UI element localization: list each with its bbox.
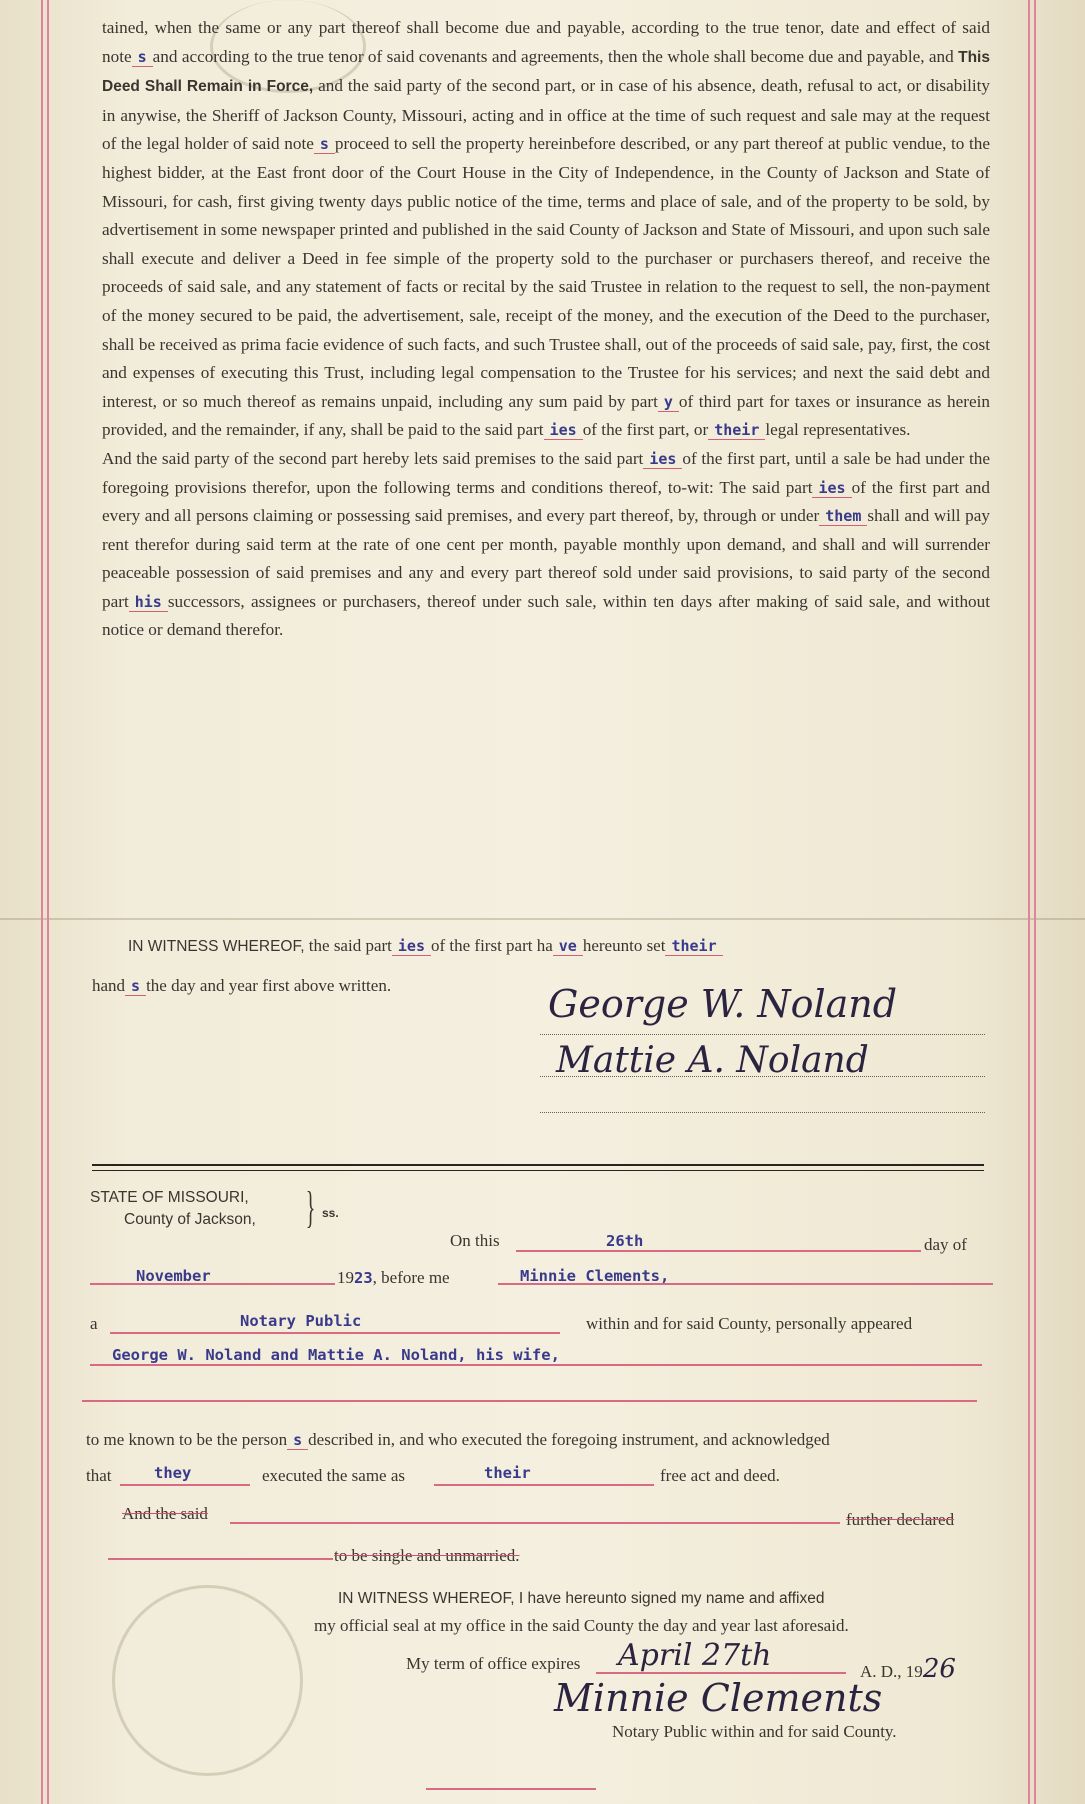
fill-parties: ies xyxy=(544,421,583,440)
fold-crease xyxy=(0,918,1085,920)
fill-party: y xyxy=(658,393,679,412)
ack-day: 26th xyxy=(606,1232,644,1250)
witness-clause: IN WITNESS WHEREOF, the said part ies of the first part ha ve hereunto set their xyxy=(128,936,723,956)
free-act-label: free act and deed. xyxy=(660,1466,780,1485)
ad-year: 26 xyxy=(922,1654,956,1684)
title-line xyxy=(110,1332,560,1334)
section-divider xyxy=(92,1164,984,1166)
left-margin-line xyxy=(41,0,43,1804)
within-label: within and for said County, personally appeared xyxy=(586,1314,913,1333)
further-declared-label: further declared xyxy=(846,1510,955,1529)
county-label: County of Jackson, xyxy=(124,1211,256,1228)
day-line xyxy=(516,1250,921,1252)
on-this-label: On this xyxy=(450,1231,500,1250)
deed-paragraph-1: tained, when the same or any part thereof shall become due and payable, according to the true tenor, date and effect of said note s and according to the true tenor of said covenants and agreements, then the whole shall become due and payable, and This Deed Shall Remain in Force, and the said party of the second part, or in case of his absence, death, refusal to act, or disability in anywise, the Sheriff of Jackson County, Missouri, acting and in office at the time of such request and sale may at the request of the legal holder of said note s proceed to sell the property hereinbefore described, or any part thereof at public vendue, to the highest bidder, at the East front door of the Court House in the City of Independence, in the County of Jackson and State of Missouri, for cash, first giving twenty days public notice of the time, terms and place of sale, and of the property to be sold, by advertisement in some newspaper printed and published in the said County of Jackson and State of Missouri, and upon such sale shall execute and deliver a Deed in fee simple of the property sold to the purchaser or purchasers thereof, and receive the proceeds of said sale, and any statement of facts or recital by the said Trustee in relation to the request to sell, the non-payment of the money secured to be paid, the advertisement, sale, receipt of the money, and the execution of the Deed to the purchaser, shall be received as prima facie evidence of such facts, and such Trustee shall, out of the proceeds of said sale, pay, first, the cost and expenses of executing this Trust, including legal compensation to the Trustee for his services; and next the said debt and interest, or so much thereof as remains unpaid, including any sum paid by part y of third part for taxes or insurance as herein provided, and the remainder, if any, shall be paid to the said part ies of the first part, or their legal representatives. xyxy=(102,18,990,440)
ack-notary-title: Notary Public xyxy=(240,1312,362,1330)
signature-mattie-noland: Mattie A. Noland xyxy=(556,1040,869,1081)
executed-label: executed the same as xyxy=(262,1466,406,1485)
bottom-rule xyxy=(426,1788,596,1790)
ack-month: November xyxy=(136,1267,211,1285)
persons-line xyxy=(90,1364,982,1366)
notary-seal xyxy=(112,1585,303,1776)
and-said-label: And the said xyxy=(122,1504,208,1523)
section-divider-2 xyxy=(92,1170,984,1171)
notary-witness-2: my official seal at my office in the said County the day and year last aforesaid. xyxy=(314,1616,849,1635)
term-expiry: April 27th xyxy=(618,1638,772,1673)
a-label: a xyxy=(90,1314,98,1333)
single-line xyxy=(108,1558,333,1560)
and-said-line xyxy=(230,1522,840,1524)
deed-remain-in-force: This Deed Shall Remain in Force, xyxy=(102,48,990,96)
left-margin-line-2 xyxy=(47,0,49,1804)
day-of-label: day of xyxy=(924,1235,967,1254)
that-label: that xyxy=(86,1466,112,1485)
notary-signature: Minnie Clements xyxy=(554,1676,883,1720)
fill-notes-plural: s xyxy=(314,135,335,154)
signature-george-noland: George W. Noland xyxy=(548,982,898,1026)
ack-year: 23 xyxy=(354,1269,373,1287)
year-label: 1923, before me xyxy=(337,1268,450,1287)
fill-parties-2: ies xyxy=(643,450,682,469)
fill-parties-3: ies xyxy=(812,479,851,498)
right-margin-line-2 xyxy=(1034,0,1036,1804)
known-clause: to me known to be the person s described in, and who executed the foregoing instrument, and acknowledged xyxy=(86,1430,830,1449)
ack-notary-name: Minnie Clements, xyxy=(520,1267,670,1285)
fill-their: their xyxy=(708,421,765,440)
signature-line-2 xyxy=(540,1076,985,1077)
ack-persons: George W. Noland and Mattie A. Noland, his wife, xyxy=(112,1346,560,1364)
signature-line-3 xyxy=(540,1112,985,1113)
state-label: STATE OF MISSOURI, xyxy=(90,1189,249,1206)
fill-note-plural: s xyxy=(132,48,153,67)
blank-line xyxy=(82,1400,977,1402)
month-line xyxy=(90,1283,335,1285)
fill-them: them xyxy=(819,507,867,526)
single-label: to be single and unmarried. xyxy=(334,1546,520,1565)
ack-their: their xyxy=(484,1464,531,1482)
ad-label: A. D., 1926 xyxy=(860,1654,956,1684)
as-line xyxy=(434,1484,654,1486)
signature-line-1 xyxy=(540,1034,985,1035)
ss-label: ss. xyxy=(322,1206,339,1220)
notary-caption: Notary Public within and for said County. xyxy=(612,1722,897,1741)
brace: } xyxy=(305,1183,316,1232)
deed-body xyxy=(102,14,990,645)
term-label: My term of office expires xyxy=(406,1654,581,1673)
notary-witness-1: IN WITNESS WHEREOF, I have hereunto signed my name and affixed xyxy=(338,1590,825,1607)
deed-paragraph-2: And the said party of the second part hereby lets said premises to the said part ies of the first part, until a sale be had under the foregoing provisions therefor, upon the following terms and conditions thereof, to-wit: The said part ies of the first part and every and all persons claiming or possessing said premises, and every part thereof, by, through or under them shall and will pay rent therefor during said term at the rate of one cent per month, payable monthly upon demand, and shall and will surrender peaceable possession of said premises and any and every part thereof sold under said provisions, to said party of the second part his successors, assignees or purchasers, thereof under such sale, within ten days after making of said sale, and without notice or demand therefor. xyxy=(102,448,990,640)
fill-his: his xyxy=(129,593,168,612)
that-line xyxy=(120,1484,250,1486)
ack-they: they xyxy=(154,1464,192,1482)
right-margin-line xyxy=(1028,0,1030,1804)
witness-clause-2: hand s the day and year first above written. xyxy=(92,976,392,995)
